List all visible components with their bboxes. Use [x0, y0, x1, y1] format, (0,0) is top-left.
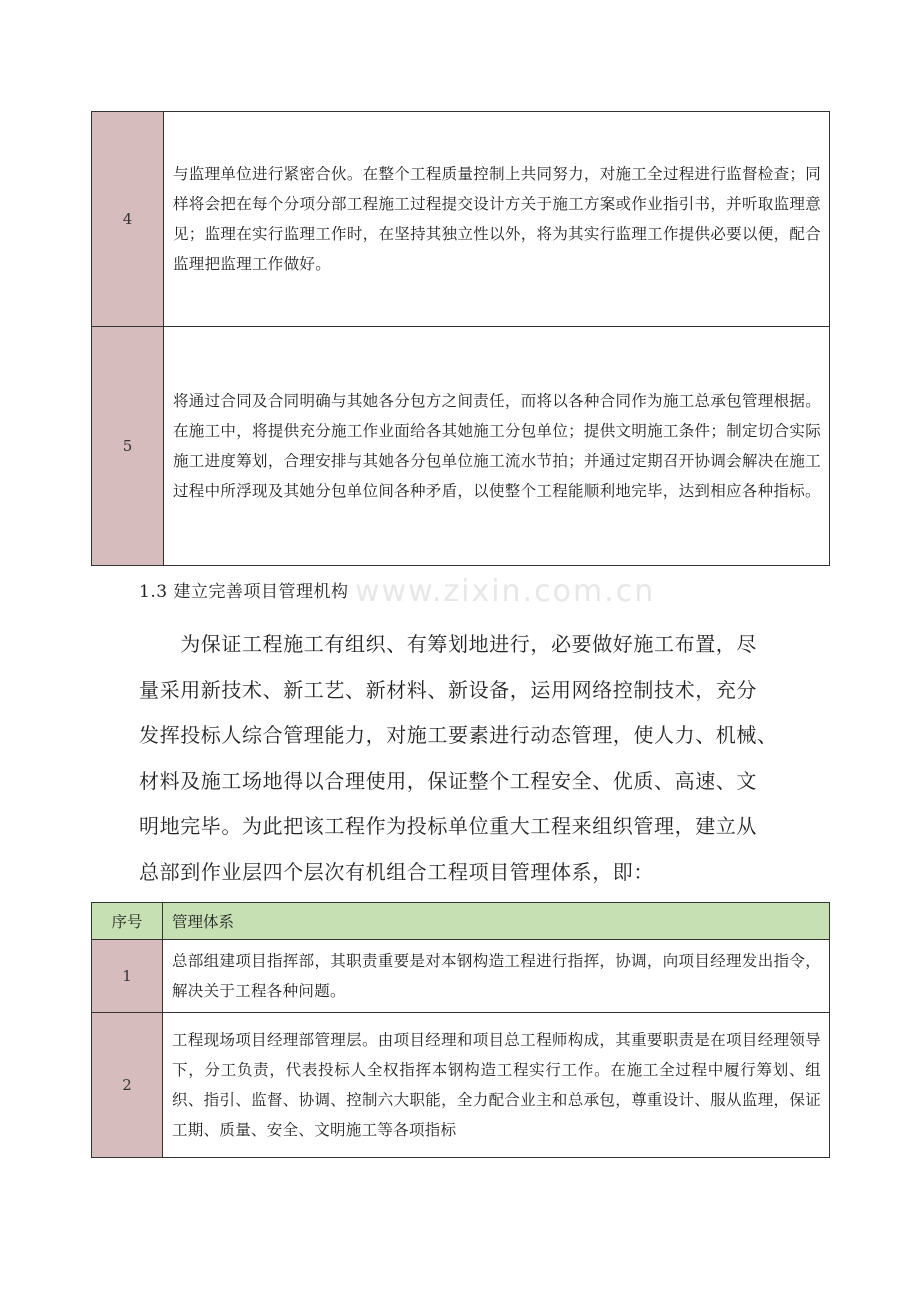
watermark: www.zixin.com.cn: [355, 574, 656, 609]
table-header-row: [92, 903, 830, 940]
paragraph-line: 量采用新技术、新工艺、新材料、新设备，运用网络控制技术，充分: [139, 677, 757, 702]
row-number: 5: [92, 327, 164, 566]
row-description: 将通过合同及合同明确与其她各分包方之间责任，而将以各种合同作为施工总承包管理根据。在施工中，将提供充分施工作业面给各其她施工分包单位；提供文明施工条件；制定切合实际施工进度筹划，合理安排与其她各分包单位施工流水节拍；并通过定期召开协调会解决在施工过程中所浮现及其她分包单位间各种矛盾，以使整个工程能顺利地完毕，达到相应各种指标。: [164, 327, 830, 566]
section-heading: 1.3 建立完善项目管理机构: [139, 582, 349, 602]
row-description: 工程现场项目经理部管理层。由项目经理和项目总工程师构成，其重要职责是在项目经理领导下，分工负责，代表投标人全权指挥本钢构造工程实行工作。在施工全过程中履行筹划、组织、指引、监督、协调、控制六大职能，全力配合业主和总承包，尊重设计、服从监理，保证工期、质量、安全、文明施工等各项指标: [163, 1013, 830, 1158]
table-row: [92, 327, 830, 566]
management-system-table: [91, 902, 830, 1158]
paragraph-line: 总部到作业层四个层次有机组合工程项目管理体系，即：: [139, 859, 654, 884]
responsibility-table: [91, 111, 830, 566]
paragraph-line: 发挥投标人综合管理能力，对施工要素进行动态管理，使人力、机械、: [139, 723, 778, 747]
table-row: [92, 940, 830, 1013]
row-number: 1: [92, 940, 163, 1013]
row-description: 与监理单位进行紧密合伙。在整个工程质量控制上共同努力，对施工全过程进行监督检查；同样将会把在每个分项分部工程施工过程提交设计方关于施工方案或作业指引书，并听取监理意见；监理在实行监理工作时，在坚持其独立性以外，将为其实行监理工作提供必要以便，配合监理把监理工作做好。: [164, 112, 830, 327]
header-seq: 序号: [92, 903, 163, 940]
header-system: 管理体系: [163, 903, 830, 940]
row-number: 4: [92, 112, 164, 327]
table-row: [92, 112, 830, 327]
row-description: 总部组建项目指挥部，其职责重要是对本钢构造工程进行指挥，协调，向项目经理发出指令，解决关于工程各种问题。: [163, 940, 830, 1013]
row-number: 2: [92, 1013, 163, 1158]
paragraph-line: 为保证工程施工有组织、有筹划地进行，必要做好施工布置，尽: [139, 632, 757, 656]
paragraph-line: 明地完毕。为此把该工程作为投标单位重大工程来组织管理，建立从: [139, 814, 757, 838]
paragraph-line: 材料及施工场地得以合理使用，保证整个工程安全、优质、高速、文: [139, 768, 757, 793]
body-paragraph: [139, 622, 787, 895]
table-row: [92, 1013, 830, 1158]
